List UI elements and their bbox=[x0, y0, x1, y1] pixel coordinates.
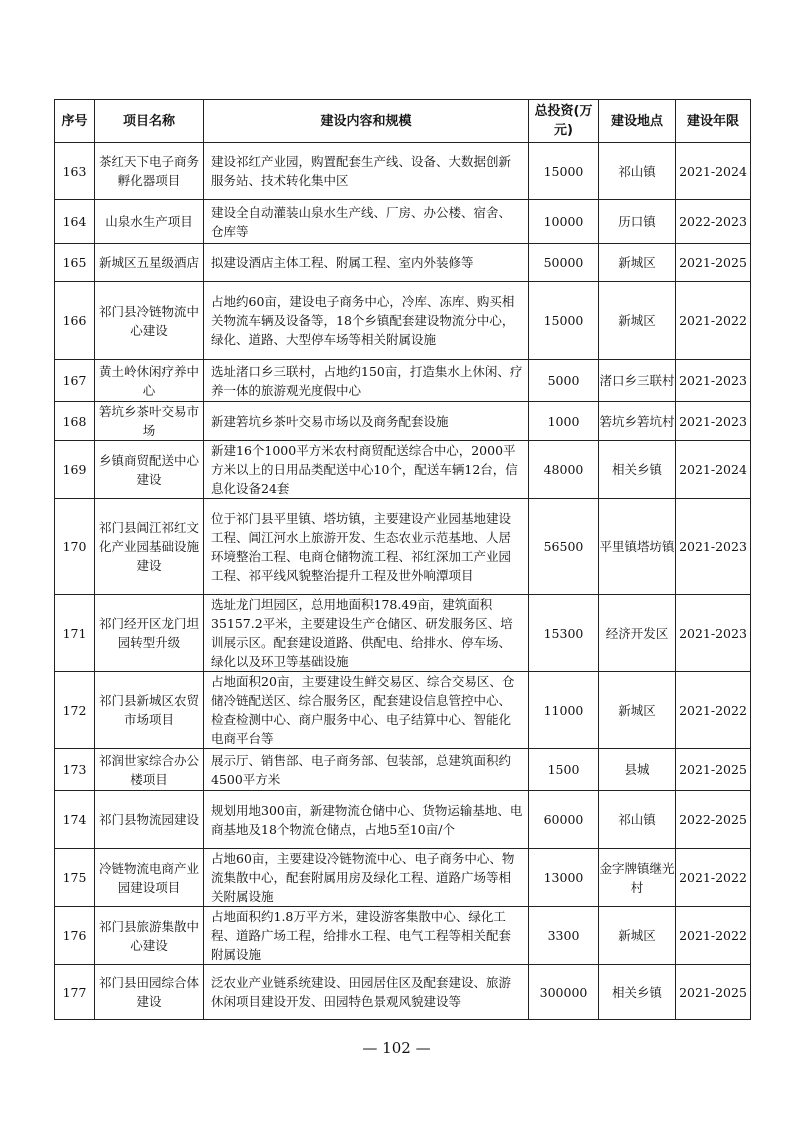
table-row bbox=[55, 360, 751, 402]
cell-period: 2021-2025 bbox=[676, 965, 751, 1020]
header-location: 建设地点 bbox=[599, 100, 676, 143]
cell-content: 展示厅、销售部、电子商务部、包装部，总建筑面积约4500平方米 bbox=[204, 749, 529, 791]
cell-content: 新建箬坑乡茶叶交易市场以及商务配套设施 bbox=[204, 402, 529, 441]
table-row bbox=[55, 907, 751, 965]
cell-period: 2022-2023 bbox=[676, 200, 751, 244]
cell-location: 祁山镇 bbox=[599, 791, 676, 849]
cell-content: 位于祁门县平里镇、塔坊镇，主要建设产业园基地建设工程、阊江河水上旅游开发、生态农业示范基地、人居环境整治工程、电商仓储物流工程、祁红深加工产业园工程、祁平线风貌整治提升工程及世外响潭项目 bbox=[204, 499, 529, 595]
cell-no: 172 bbox=[55, 672, 95, 749]
cell-no: 171 bbox=[55, 595, 95, 672]
cell-no: 166 bbox=[55, 282, 95, 360]
cell-investment: 11000 bbox=[529, 672, 599, 749]
cell-location: 金字牌镇继光村 bbox=[599, 849, 676, 907]
cell-content: 拟建设酒店主体工程、附属工程、室内外装修等 bbox=[204, 244, 529, 282]
cell-name: 山泉水生产项目 bbox=[95, 200, 204, 244]
cell-content: 占地约60亩，建设电子商务中心，冷库、冻库、购买相关物流车辆及设备等，18个乡镇配套建设物流分中心，绿化、道路、大型停车场等相关附属设施 bbox=[204, 282, 529, 360]
cell-no: 174 bbox=[55, 791, 95, 849]
table-row bbox=[55, 282, 751, 360]
cell-period: 2021-2022 bbox=[676, 907, 751, 965]
table-row bbox=[55, 441, 751, 499]
cell-no: 168 bbox=[55, 402, 95, 441]
cell-no: 169 bbox=[55, 441, 95, 499]
cell-no: 176 bbox=[55, 907, 95, 965]
cell-location: 新城区 bbox=[599, 244, 676, 282]
cell-name: 祁门县田园综合体建设 bbox=[95, 965, 204, 1020]
cell-investment: 50000 bbox=[529, 244, 599, 282]
cell-period: 2022-2025 bbox=[676, 791, 751, 849]
cell-period: 2021-2023 bbox=[676, 360, 751, 402]
cell-location: 县城 bbox=[599, 749, 676, 791]
table-row bbox=[55, 499, 751, 595]
cell-name: 新城区五星级酒店 bbox=[95, 244, 204, 282]
cell-name: 黄土岭休闲疗养中心 bbox=[95, 360, 204, 402]
cell-name: 祁门县阊江祁红文化产业园基础设施建设 bbox=[95, 499, 204, 595]
cell-name: 祁门县物流园建设 bbox=[95, 791, 204, 849]
cell-location: 相关乡镇 bbox=[599, 441, 676, 499]
cell-location: 新城区 bbox=[599, 282, 676, 360]
table-row bbox=[55, 749, 751, 791]
cell-period: 2021-2022 bbox=[676, 672, 751, 749]
cell-name: 祁门经开区龙门坦园转型升级 bbox=[95, 595, 204, 672]
cell-location: 渚口乡三联村 bbox=[599, 360, 676, 402]
table-row bbox=[55, 244, 751, 282]
cell-period: 2021-2023 bbox=[676, 595, 751, 672]
cell-period: 2021-2023 bbox=[676, 402, 751, 441]
cell-period: 2021-2024 bbox=[676, 143, 751, 200]
cell-content: 占地面积20亩，主要建设生鲜交易区、综合交易区、仓储冷链配送区、综合服务区，配套建设信息管控中心、检查检测中心、商户服务中心、电子结算中心、智能化电商平台等 bbox=[204, 672, 529, 749]
cell-investment: 13000 bbox=[529, 849, 599, 907]
cell-name: 乡镇商贸配送中心建设 bbox=[95, 441, 204, 499]
cell-content: 泛农业产业链系统建设、田园居住区及配套建设、旅游休闲项目建设开发、田园特色景观风貌建设等 bbox=[204, 965, 529, 1020]
header-content: 建设内容和规模 bbox=[204, 100, 529, 143]
cell-no: 167 bbox=[55, 360, 95, 402]
cell-no: 163 bbox=[55, 143, 95, 200]
cell-investment: 56500 bbox=[529, 499, 599, 595]
cell-location: 箬坑乡箬坑村 bbox=[599, 402, 676, 441]
cell-name: 冷链物流电商产业园建设项目 bbox=[95, 849, 204, 907]
cell-content: 建设祁红产业园，购置配套生产线、设备、大数据创新服务站、技术转化集中区 bbox=[204, 143, 529, 200]
cell-content: 选址龙门坦园区，总用地面积178.49亩，建筑面积35157.2平米，主要建设生产仓储区、研发服务区、培训展示区。配套建设道路、供配电、给排水、停车场、绿化以及环卫等基础设施 bbox=[204, 595, 529, 672]
cell-no: 164 bbox=[55, 200, 95, 244]
cell-name: 祁门县冷链物流中心建设 bbox=[95, 282, 204, 360]
cell-content: 选址渚口乡三联村，占地约150亩，打造集水上休闲、疗养一体的旅游观光度假中心 bbox=[204, 360, 529, 402]
cell-investment: 5000 bbox=[529, 360, 599, 402]
table-row bbox=[55, 595, 751, 672]
cell-location: 平里镇塔坊镇 bbox=[599, 499, 676, 595]
cell-content: 占地面积约1.8万平方米，建设游客集散中心、绿化工程、道路广场工程，给排水工程、电气工程等相关配套附属设施 bbox=[204, 907, 529, 965]
cell-name: 茶红天下电子商务孵化器项目 bbox=[95, 143, 204, 200]
cell-content: 建设全自动灌装山泉水生产线、厂房、办公楼、宿舍、仓库等 bbox=[204, 200, 529, 244]
cell-no: 165 bbox=[55, 244, 95, 282]
table-row bbox=[55, 791, 751, 849]
cell-investment: 1500 bbox=[529, 749, 599, 791]
cell-location: 经济开发区 bbox=[599, 595, 676, 672]
header-investment: 总投资(万元) bbox=[529, 100, 599, 143]
cell-name: 祁门县旅游集散中心建设 bbox=[95, 907, 204, 965]
cell-period: 2021-2025 bbox=[676, 749, 751, 791]
cell-investment: 48000 bbox=[529, 441, 599, 499]
cell-investment: 15000 bbox=[529, 143, 599, 200]
cell-period: 2021-2024 bbox=[676, 441, 751, 499]
cell-name: 祁润世家综合办公楼项目 bbox=[95, 749, 204, 791]
cell-no: 173 bbox=[55, 749, 95, 791]
cell-investment: 15300 bbox=[529, 595, 599, 672]
cell-location: 新城区 bbox=[599, 672, 676, 749]
table-row bbox=[55, 849, 751, 907]
page-number: — 102 — bbox=[362, 1039, 431, 1057]
table-header-row bbox=[55, 100, 751, 143]
cell-content: 新建16个1000平方米农村商贸配送综合中心，2000平方米以上的日用品类配送中心10个，配送车辆12台，信息化设备24套 bbox=[204, 441, 529, 499]
cell-investment: 60000 bbox=[529, 791, 599, 849]
cell-period: 2021-2023 bbox=[676, 499, 751, 595]
cell-content: 规划用地300亩，新建物流仓储中心、货物运输基地、电商基地及18个物流仓储点，占地5至10亩/个 bbox=[204, 791, 529, 849]
cell-investment: 10000 bbox=[529, 200, 599, 244]
cell-location: 新城区 bbox=[599, 907, 676, 965]
cell-name: 箬坑乡茶叶交易市场 bbox=[95, 402, 204, 441]
table-row bbox=[55, 965, 751, 1020]
project-table bbox=[54, 99, 751, 1020]
cell-content: 占地60亩，主要建设冷链物流中心、电子商务中心、物流集散中心，配套附属用房及绿化工程、道路广场等相关附属设施 bbox=[204, 849, 529, 907]
cell-location: 相关乡镇 bbox=[599, 965, 676, 1020]
cell-no: 177 bbox=[55, 965, 95, 1020]
cell-no: 170 bbox=[55, 499, 95, 595]
cell-investment: 300000 bbox=[529, 965, 599, 1020]
cell-period: 2021-2025 bbox=[676, 244, 751, 282]
cell-name: 祁门县新城区农贸市场项目 bbox=[95, 672, 204, 749]
cell-no: 175 bbox=[55, 849, 95, 907]
cell-location: 祁山镇 bbox=[599, 143, 676, 200]
table-row bbox=[55, 402, 751, 441]
cell-investment: 15000 bbox=[529, 282, 599, 360]
table-row bbox=[55, 143, 751, 200]
cell-location: 历口镇 bbox=[599, 200, 676, 244]
cell-period: 2021-2022 bbox=[676, 282, 751, 360]
header-no: 序号 bbox=[55, 100, 95, 143]
table-row bbox=[55, 200, 751, 244]
cell-investment: 3300 bbox=[529, 907, 599, 965]
cell-period: 2021-2022 bbox=[676, 849, 751, 907]
table-row bbox=[55, 672, 751, 749]
cell-investment: 1000 bbox=[529, 402, 599, 441]
header-name: 项目名称 bbox=[95, 100, 204, 143]
header-period: 建设年限 bbox=[676, 100, 751, 143]
